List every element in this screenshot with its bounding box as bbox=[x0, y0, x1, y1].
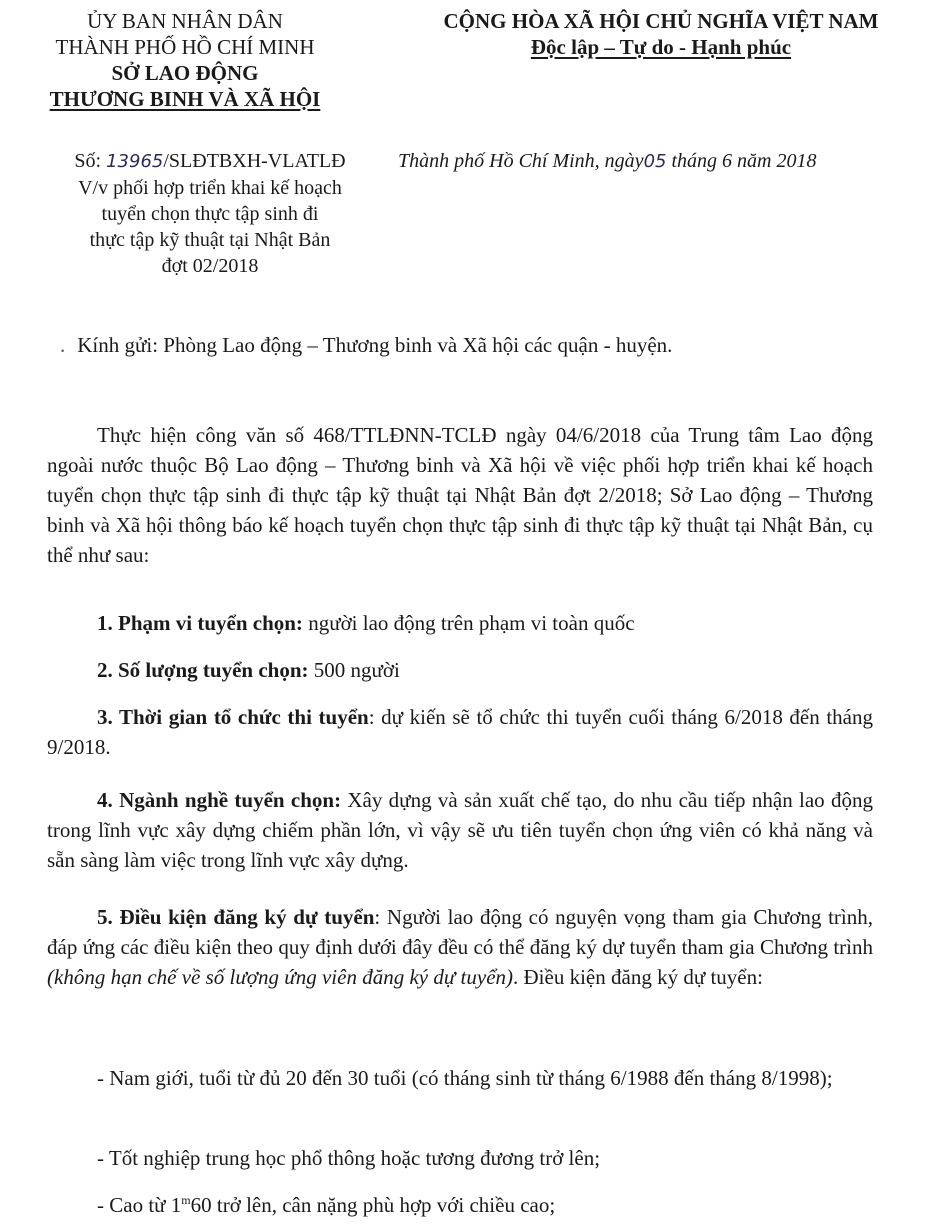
item-5 bbox=[47, 902, 873, 992]
subject-line-1: V/v phối hợp triển khai kế hoạch bbox=[78, 177, 342, 199]
place-prefix: Thành phố Hồ Chí Minh, ngày bbox=[398, 150, 644, 172]
item-3 bbox=[47, 702, 873, 762]
condition-height bbox=[47, 1190, 873, 1220]
number-prefix: Số: bbox=[74, 150, 107, 172]
document-number bbox=[40, 148, 380, 175]
item-4 bbox=[47, 785, 873, 875]
issuing-organization bbox=[40, 8, 330, 112]
recipient bbox=[60, 331, 672, 359]
recipient-dot: . bbox=[60, 333, 66, 357]
item-1-heading: 1. Phạm vi tuyển chọn: bbox=[97, 611, 303, 635]
item-2-heading: 2. Số lượng tuyển chọn: bbox=[97, 658, 309, 682]
height-superscript: m bbox=[181, 1193, 191, 1207]
item-4-body: Xây dựng và sản xuất chế tạo, do nhu cầu tiếp nhận lao động trong lĩnh vực xây dựng chiếm phần lớn, vì vậy sẽ ưu tiên tuyển chọn ứng viên có khả năng và sẵn sàng làm việc trong lĩnh vực xây dựng. bbox=[47, 788, 873, 872]
condition-age: - Nam giới, tuổi từ đủ 20 đến 30 tuổi (có tháng sinh từ tháng 6/1988 đến tháng 8/1998); bbox=[97, 1066, 833, 1090]
item-5-heading: 5. Điều kiện đăng ký dự tuyển bbox=[97, 905, 375, 929]
org-line-2: THÀNH PHỐ HỒ CHÍ MINH bbox=[55, 35, 315, 59]
item-1 bbox=[47, 608, 873, 638]
intro-paragraph: Thực hiện công văn số 468/TTLĐNN-TCLĐ ngày 04/6/2018 của Trung tâm Lao động ngoài nước thuộc Bộ Lao động – Thương binh và Xã hội về việc phối hợp triển khai kế hoạch tuyển chọn thực tập sinh đi thực tập kỹ thuật tại Nhật Bản đợt 2/2018; Sở Lao động – Thương binh và Xã hội thông báo kế hoạch tuyển chọn thực tập sinh đi thực tập kỹ thuật tại Nhật Bản, cụ thể như sau: bbox=[47, 423, 873, 567]
number-suffix: /SLĐTBXH-VLATLĐ bbox=[163, 150, 346, 172]
nation-motto-text: Độc lập – Tự do - Hạnh phúc bbox=[530, 35, 792, 59]
subject-line-3: thực tập kỹ thuật tại Nhật Bản bbox=[89, 229, 331, 251]
condition-education: - Tốt nghiệp trung học phổ thông hoặc tương đương trở lên; bbox=[97, 1146, 601, 1170]
handwritten-day: 05 bbox=[643, 151, 667, 172]
item-2 bbox=[47, 655, 873, 685]
subject-line-2: tuyển chọn thực tập sinh đi bbox=[101, 203, 319, 225]
item-3-heading: 3. Thời gian tổ chức thi tuyển bbox=[97, 705, 369, 729]
org-line-1: ỦY BAN NHÂN DÂN bbox=[87, 9, 283, 33]
national-header bbox=[406, 8, 916, 60]
org-line-4-text: THƯƠNG BINH VÀ XÃ HỘI bbox=[49, 87, 321, 111]
item-5-italic-note: (không hạn chế về số lượng ứng viên đăng ký dự tuyển) bbox=[47, 965, 514, 989]
handwritten-number: 13965 bbox=[106, 151, 164, 172]
item-5-body: : Người lao động có nguyện vọng tham gia Chương trình, đáp ứng các điều kiện theo quy định dưới đây đều có thể đăng ký dự tuyển tham gia Chương trình bbox=[47, 905, 873, 959]
item-1-body: người lao động trên phạm vi toàn quốc bbox=[302, 611, 635, 635]
org-line-4 bbox=[40, 86, 330, 112]
item-5-tail: . Điều kiện đăng ký dự tuyển: bbox=[513, 965, 763, 989]
recipient-text: Kính gửi: Phòng Lao động – Thương binh và Xã hội các quận - huyện. bbox=[77, 333, 673, 357]
height-prefix: - Cao từ 1 bbox=[97, 1193, 182, 1217]
subject-line-4: đợt 02/2018 bbox=[161, 255, 259, 277]
place-date bbox=[398, 148, 898, 175]
item-3-body: : dự kiến sẽ tổ chức thi tuyển cuối tháng 6/2018 đến tháng 9/2018. bbox=[47, 705, 873, 759]
height-suffix: 60 trở lên, cân nặng phù hợp với chiều cao; bbox=[190, 1193, 556, 1217]
item-2-body: 500 người bbox=[308, 658, 400, 682]
item-4-heading: 4. Ngành nghề tuyển chọn: bbox=[97, 788, 342, 812]
place-suffix: tháng 6 năm 2018 bbox=[666, 150, 817, 172]
nation-title: CỘNG HÒA XÃ HỘI CHỦ NGHĨA VIỆT NAM bbox=[443, 9, 879, 33]
nation-motto bbox=[406, 34, 916, 60]
org-line-3: SỞ LAO ĐỘNG bbox=[111, 61, 259, 85]
document-number-block bbox=[40, 148, 380, 279]
